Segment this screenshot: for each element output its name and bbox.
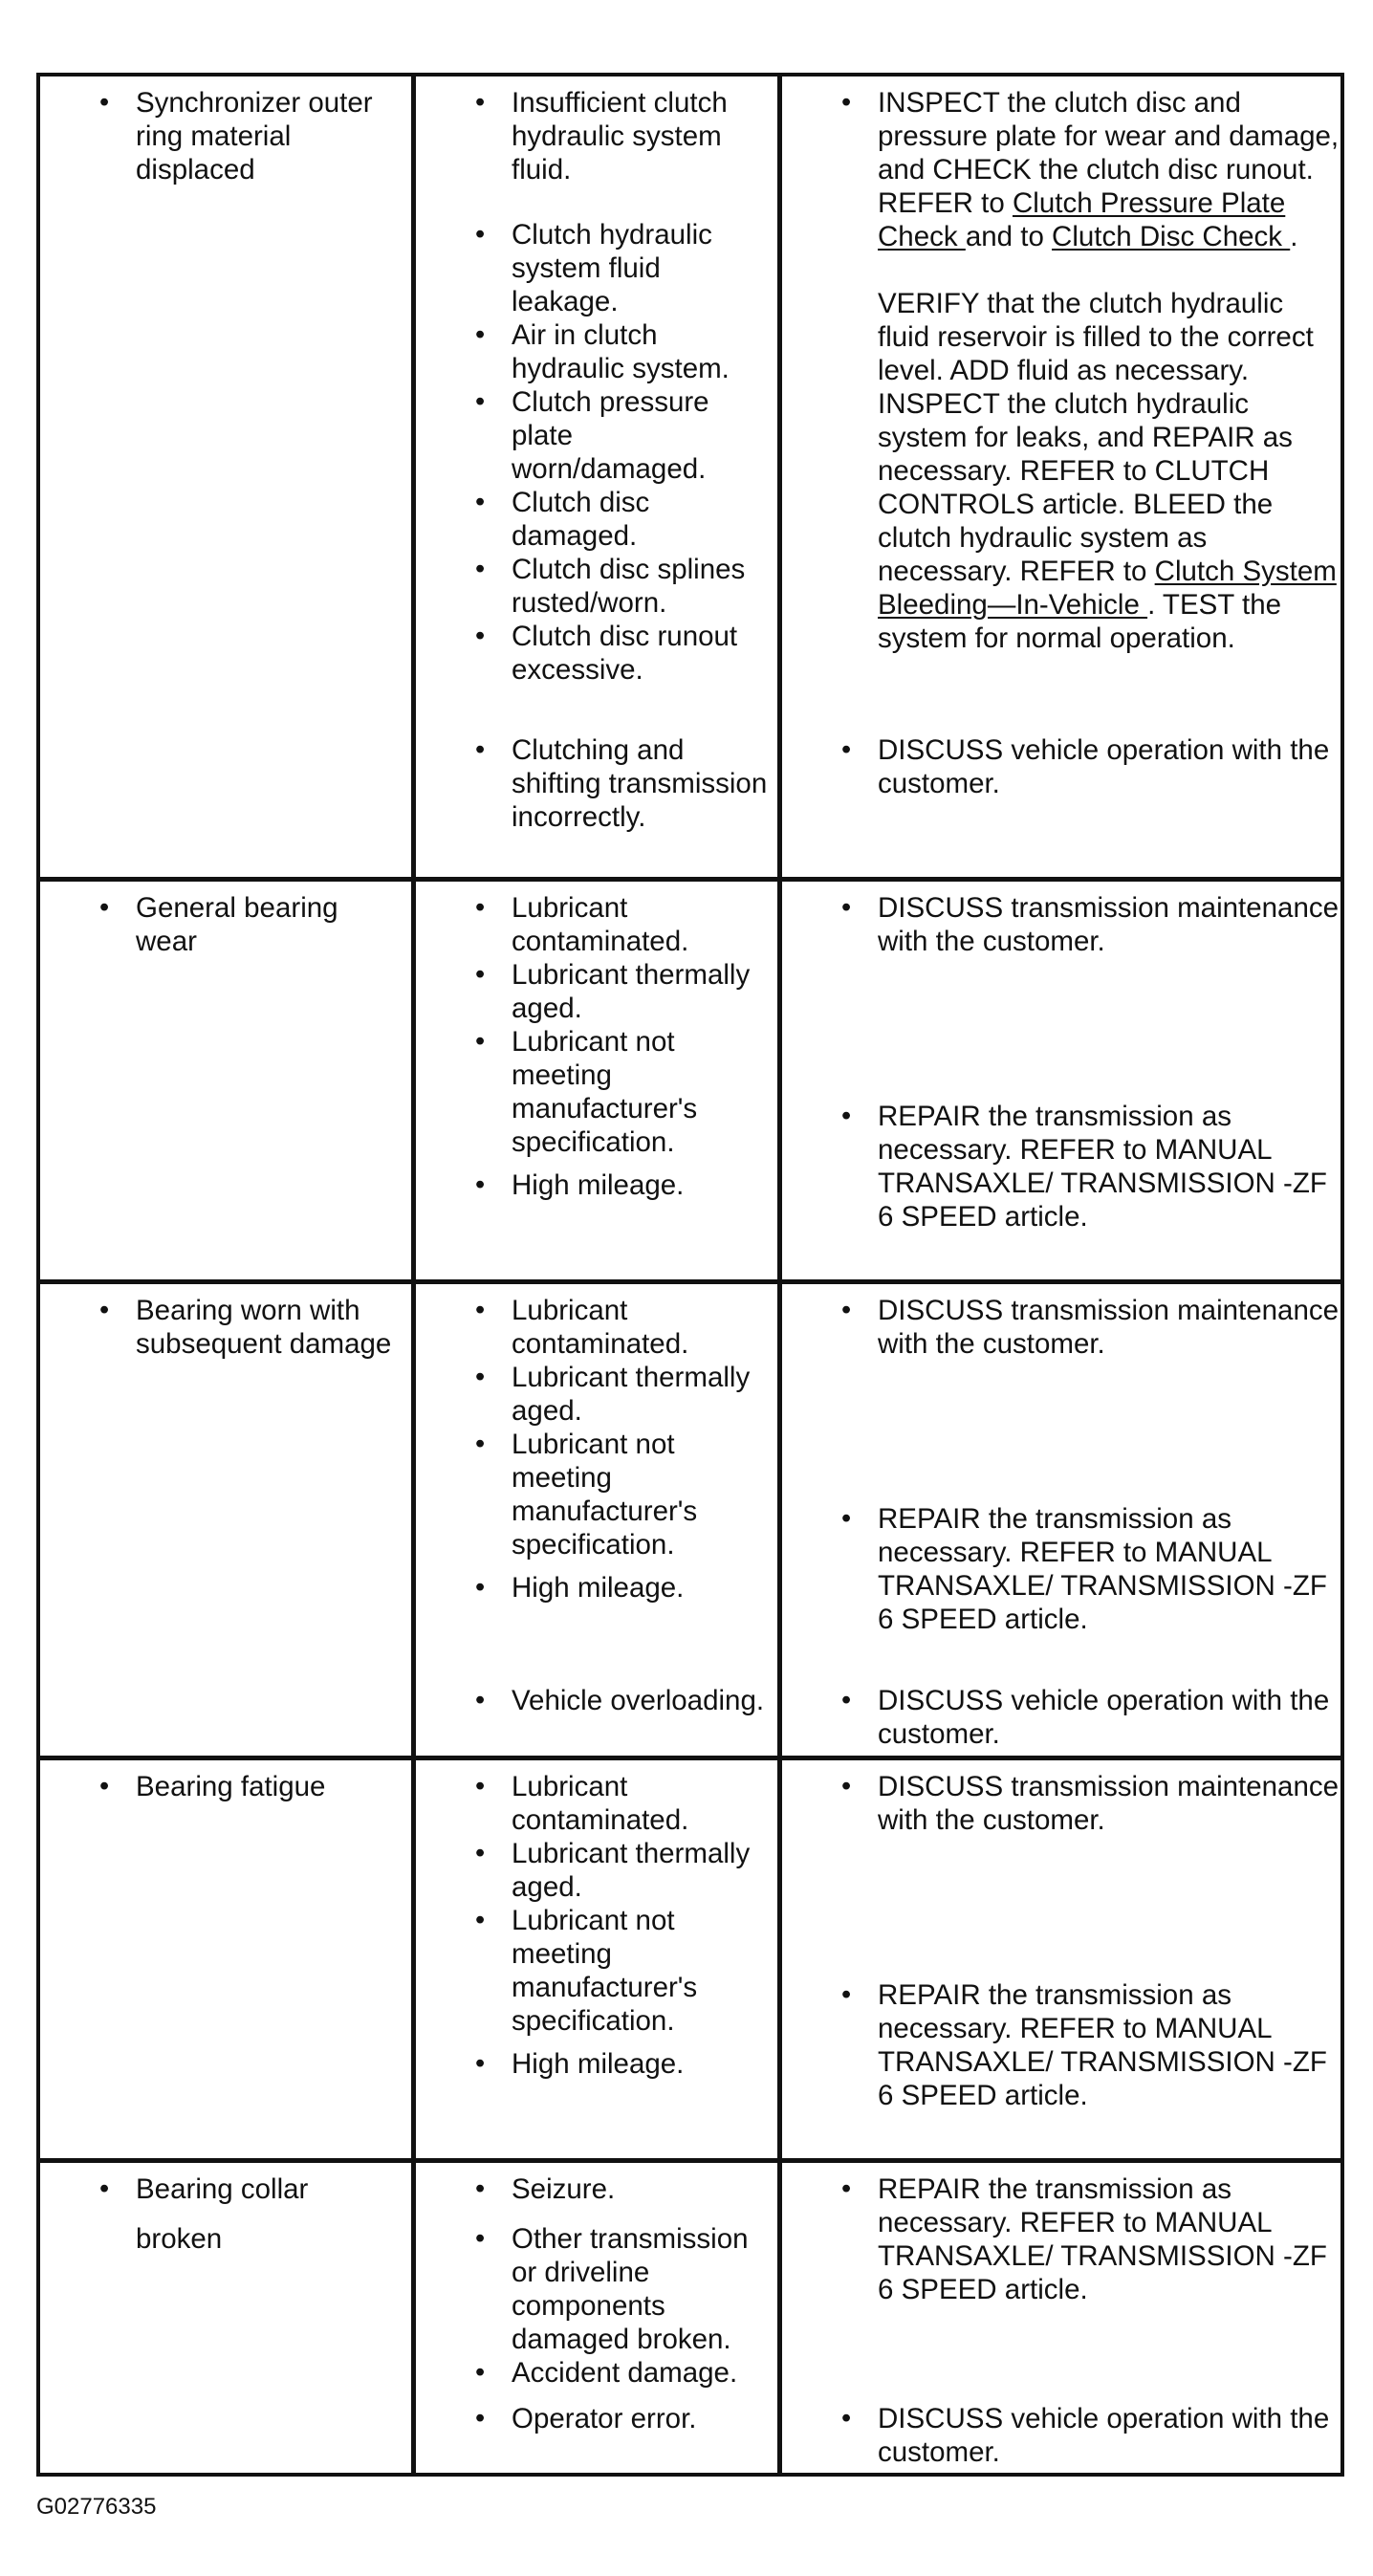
table-row [40,1284,1340,1756]
cause-item: • High mileage. [512,2047,772,2081]
action-text: INSPECT the clutch disc and pressure plate for wear and damage, and CHECK the clutch disc runout. REFER to [878,87,1340,219]
clutch-system-bleeding-link[interactable]: Clutch System Bleeding—In-Vehicle [878,556,1337,621]
symptom-cell [40,76,411,877]
action-item: • REPAIR the transmission as necessary. REFER to MANUAL TRANSAXLE/ TRANSMISSION -ZF 6 SPEED article. [878,2172,1341,2306]
action-item: • DISCUSS vehicle operation with the customer. [878,733,1341,800]
symptom-text: • Bearing worn with subsequent damage [136,1294,403,1361]
symptom-text: • General bearing wear [136,891,403,958]
cause-item: • High mileage. [512,1571,772,1605]
action-item: • REPAIR the transmission as necessary. REFER to MANUAL TRANSAXLE/ TRANSMISSION -ZF 6 SPEED article. [878,1100,1341,1233]
cause-item: • Clutch disc runout excessive. [512,620,772,687]
cause-item: • Insufficient clutch hydraulic system fluid. [512,86,772,186]
cause-item: • Lubricant contaminated. [512,1294,772,1361]
action-item [878,86,1341,253]
symptom-text: broken [136,2223,223,2255]
symptom-cell [40,1760,411,2158]
cause-item: • Air in clutch hydraulic system. [512,318,772,385]
table-row [40,76,1340,877]
symptom-text: • Bearing fatigue [136,1770,403,1803]
cause-item: • Other transmission or driveline components damaged broken. [512,2222,772,2356]
action-text: VERIFY that the clutch hydraulic fluid reservoir is filled to the correct level. ADD fluid as necessary. INSPECT the clutch hydraulic system for leaks, and REPAIR as necessary. REFER to CLUTCH CONTROLS article. BLEED the clutch hydraulic system as necessary. REFER to [878,288,1314,587]
symptom-cell [40,2163,411,2480]
cause-item: • Lubricant thermally aged. [512,1361,772,1428]
action-cell [782,882,1340,1279]
cause-item: • Clutch disc splines rusted/worn. [512,553,772,620]
table-row [40,882,1340,1279]
clutch-disc-check-link[interactable]: Clutch Disc Check [1052,221,1291,252]
diagnosis-table [36,73,1344,2477]
cause-item: • High mileage. [512,1168,772,1202]
symptom-cell [40,1284,411,1756]
cause-item: • Clutch pressure plate worn/damaged. [512,385,772,486]
action-text: . TEST the system for normal operation. [878,589,1282,654]
action-item: • DISCUSS transmission maintenance with the customer. [878,1770,1341,1837]
cause-item: • Vehicle overloading. [512,1684,772,1717]
symptom-cell [40,882,411,1279]
action-cell [782,76,1340,877]
action-cell [782,1284,1340,1756]
action-item: • REPAIR the transmission as necessary. REFER to MANUAL TRANSAXLE/ TRANSMISSION -ZF 6 SPEED article. [878,1978,1341,2112]
action-item: • REPAIR the transmission as necessary. REFER to MANUAL TRANSAXLE/ TRANSMISSION -ZF 6 SPEED article. [878,1502,1341,1636]
action-continuation [878,287,1341,655]
cause-item: • Lubricant not meeting manufacturer's specification. [512,1428,772,1561]
symptom-text: • Bearing collar [136,2172,403,2206]
table-row [40,1760,1340,2158]
cause-item: • Accident damage. [512,2356,772,2390]
cause-item: • Clutching and shifting transmission incorrectly. [512,733,772,834]
cause-item: • Clutch disc damaged. [512,486,772,553]
action-item: • DISCUSS vehicle operation with the customer. [878,1684,1341,1751]
cause-cell [416,882,777,1279]
cause-item: • Clutch hydraulic system fluid leakage. [512,218,772,318]
action-text: . [1290,221,1298,252]
clutch-pressure-plate-check-link[interactable]: Clutch Pressure Plate Check [878,187,1286,252]
cause-item: • Lubricant not meeting manufacturer's specification. [512,1025,772,1159]
cause-item: • Lubricant not meeting manufacturer's specification. [512,1904,772,2038]
cause-cell [416,2163,777,2480]
table-row [40,2163,1340,2480]
cause-item: • Lubricant contaminated. [512,891,772,958]
cause-item: • Seizure. [512,2172,772,2206]
cause-cell [416,1284,777,1756]
action-cell [782,2163,1340,2480]
symptom-text: • Synchronizer outer ring material displaced [136,86,403,186]
action-item: • DISCUSS vehicle operation with the customer. [878,2402,1341,2469]
figure-id: G02776335 [36,2494,157,2520]
cause-item: • Lubricant thermally aged. [512,1837,772,1904]
action-cell [782,1760,1340,2158]
cause-cell [416,76,777,877]
cause-item: • Lubricant thermally aged. [512,958,772,1025]
action-text: and to [965,221,1053,252]
action-item: • DISCUSS transmission maintenance with the customer. [878,1294,1341,1361]
cause-cell [416,1760,777,2158]
cause-item: • Lubricant contaminated. [512,1770,772,1837]
cause-item: • Operator error. [512,2402,772,2435]
action-item: • DISCUSS transmission maintenance with the customer. [878,891,1341,958]
